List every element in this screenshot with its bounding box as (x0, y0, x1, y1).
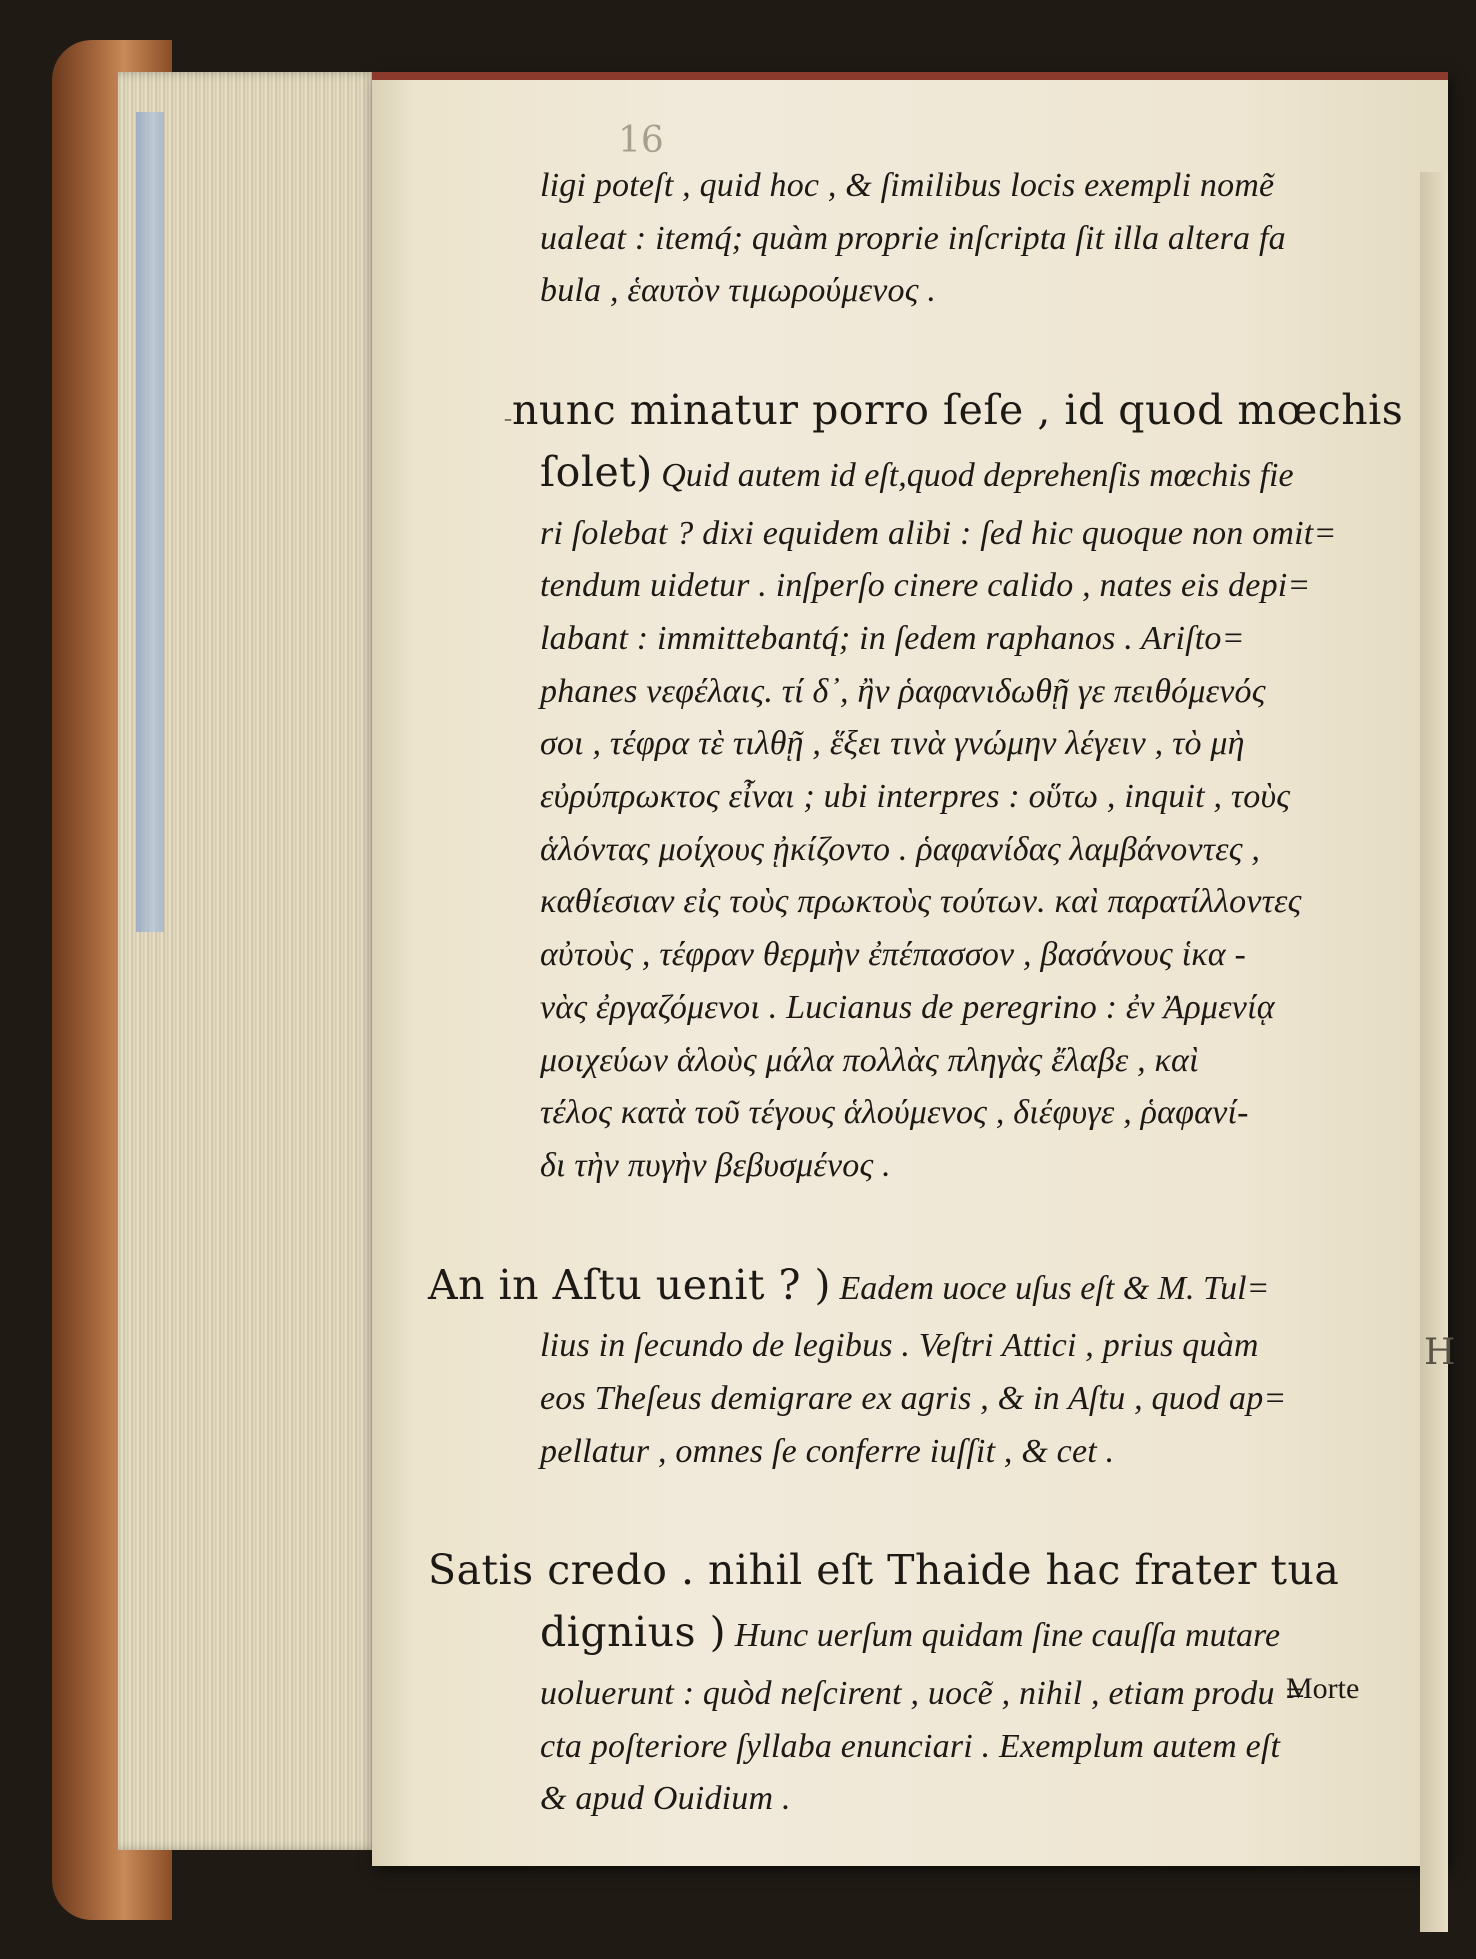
page-text (428, 160, 1404, 1826)
paragraph-2 (504, 384, 1404, 1193)
text-line: δι τὴν πυγὴν βεβυσμένος . (540, 1146, 891, 1184)
text-line: eos Theſeus demigrare ex agris , & in Aſtu , quod ap= (540, 1380, 1287, 1418)
text-line: αὐτοὺς , τέφραν θερμὴν ἐπέπασσον , βασάνους ἱκα - (540, 936, 1247, 974)
lemma-text: An in Aſtu uenit ? ) (428, 1260, 832, 1309)
lemma-line (504, 384, 1404, 446)
dash-mark: – (504, 409, 512, 429)
lemma-text: Satis credo . nihil eſt Thaide hac frater tua (428, 1546, 1340, 1595)
next-page-edge (1420, 172, 1456, 1932)
lemma-line (428, 1259, 1380, 1321)
lemma-line (428, 1544, 1380, 1606)
text-line: ualeat : itemq́; quàm proprie inſcripta ſit illa altera fa (540, 219, 1286, 257)
text-line: μοιχεύων ἁλοὺς μάλα πολλὰς πληγὰς ἔλαβε , καὶ (540, 1041, 1199, 1079)
catchword: Morte (1286, 1672, 1360, 1705)
text-line: νὰς ἐργαζόμενοι . Lucianus de peregrino : ἐν Ἀρμενίᾳ (540, 988, 1275, 1026)
commentary-text: Hunc uerſum quidam ſine cauſſa mutare (726, 1617, 1281, 1655)
text-line: ligi poteſt , quid hoc , & ſimilibus locis exempli nomẽ (540, 167, 1275, 204)
next-page-letter: H (1424, 1332, 1456, 1373)
folio-number: 16 (618, 120, 664, 161)
text-line: phanes νεφέλαις. τί δ᾽, ἢν ῥαφανιδωθῇ γε πειθόμενός (540, 672, 1266, 710)
lemma-text: ſolet) (540, 447, 653, 496)
lemma-line (540, 446, 1380, 508)
text-line: ri ſolebat ? dixi equidem alibi : ſed hic quoque non omit= (540, 514, 1337, 552)
commentary-text: Eadem uoce uſus eſt & M. Tul= (831, 1269, 1270, 1307)
text-line: tendum uidetur . inſperſo cinere calido , nates eis depi= (540, 567, 1311, 605)
text-line: σοι , τέφρα τὲ τιλθῇ , ἕξει τινὰ γνώμην λέγειν , τὸ μὴ (540, 725, 1245, 763)
text-line: lius in ſecundo de legibus . Veſtri Attici , prius quàm (540, 1327, 1259, 1365)
text-line: ἁλόντας μοίχους ᾐκίζοντο . ῥαφανίδας λαμβάνοντες , (540, 830, 1261, 868)
text-line: καθίεσιαν εἰς τοὺς πρωκτοὺς τούτων. καὶ παρατίλλοντες (540, 883, 1302, 921)
text-line: pellatur , omnes ſe conferre iuſſit , & cet . (540, 1432, 1115, 1470)
text-line: bula , ἑαυτὸν τιμωρούμενος . (540, 272, 937, 310)
page-edges (118, 72, 380, 1850)
marbled-edge (136, 112, 164, 932)
paragraph-4 (428, 1544, 1380, 1826)
text-line: labant : immittebantq́; in ſedem raphanos . Ariſto= (540, 619, 1245, 657)
commentary-text: Quid autem id eſt,quod deprehenſis mœchis fie (652, 456, 1294, 494)
paragraph-3 (428, 1259, 1380, 1479)
paragraph-1 (540, 160, 1380, 318)
text-line: τέλος κατὰ τοῦ τέγους ἁλούμενος , διέφυγε , ῥαφανί- (540, 1094, 1249, 1132)
lemma-text: nunc minatur porro ſeſe , id quod mœchis (512, 386, 1404, 435)
text-line: εὐρύπρωκτος εἶναι ; ubi interpres : οὕτω , inquit , τοὺς (540, 778, 1291, 816)
text-line: cta poſteriore ſyllaba enunciari . Exemplum autem eſt (540, 1727, 1281, 1765)
lemma-line (428, 1606, 1380, 1668)
lemma-text: dignius ) (540, 1608, 727, 1657)
text-line: uoluerunt : quòd neſcirent , uocẽ , nihil , etiam produ = (540, 1674, 1307, 1712)
text-line: & apud Ouidium . (540, 1780, 791, 1818)
